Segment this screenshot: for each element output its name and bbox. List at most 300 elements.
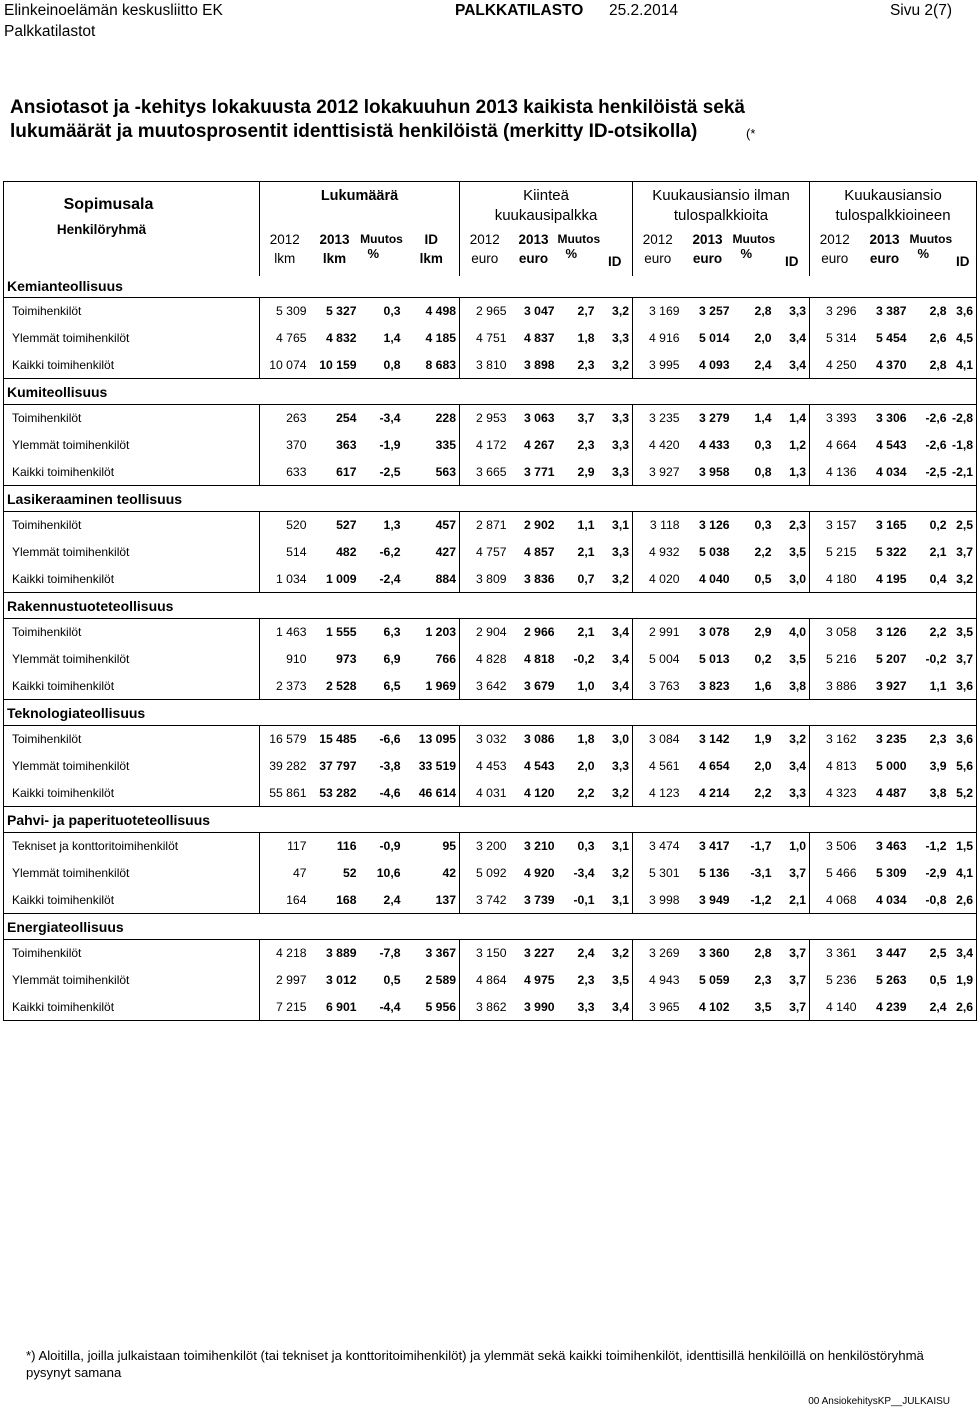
table-cell: 10 159: [310, 352, 360, 379]
table-cell: 3 306: [876, 411, 907, 426]
table-cell: 3 417: [699, 839, 730, 854]
table-cell: 3 927: [860, 673, 910, 700]
table-cell: -2,1: [950, 459, 977, 486]
table-cell: 3,4: [775, 325, 810, 352]
table-cell: 1,0: [775, 833, 810, 860]
table-row: [4, 860, 977, 887]
page-number: Sivu 2(7): [889, 2, 952, 19]
table-cell: 10 074: [260, 352, 310, 379]
table-cell: 2,6: [929, 331, 947, 345]
header-id: ID: [785, 253, 799, 269]
table-cell: 168: [310, 887, 360, 914]
table-cell: 5,6: [950, 753, 977, 780]
table-cell: 5 004: [633, 646, 683, 673]
table-cell: 4 920: [524, 866, 555, 880]
table-cell: 1 034: [260, 566, 310, 593]
header-percent: %: [917, 245, 930, 261]
table-cell: 2 589: [404, 967, 460, 994]
table-cell: -1,2: [733, 887, 775, 914]
header-col-4: [404, 228, 460, 276]
header-muutos: Muutos: [732, 231, 776, 246]
table-cell: -0,8: [910, 887, 950, 914]
table-cell: 4 765: [260, 325, 310, 352]
table-cell: 3,6: [950, 298, 977, 325]
row-label: Kaikki toimihenkilöt: [4, 459, 260, 486]
table-cell: 3 257: [699, 304, 730, 319]
report-date: 25.2.2014: [609, 2, 678, 19]
table-cell: 1,4: [775, 405, 810, 432]
table-cell: 2,3: [754, 973, 772, 987]
table-cell: 363: [336, 438, 357, 452]
table-cell: 4 034: [860, 459, 910, 486]
page-title: [10, 96, 870, 144]
table-cell: 3 200: [460, 833, 510, 860]
table-row: [4, 539, 977, 566]
table-cell: 0,2: [754, 652, 772, 666]
table-cell: 1,0: [558, 673, 598, 700]
table-cell: 2,3: [577, 973, 595, 987]
table-cell: 482: [336, 545, 357, 559]
table-cell: 3 990: [510, 994, 558, 1021]
table-cell: 5 207: [876, 652, 907, 666]
table-cell: 3 279: [699, 411, 730, 426]
table-cell: 3 823: [683, 673, 733, 700]
section-header: Kumiteollisuus: [4, 379, 977, 405]
table-cell: 2,0: [577, 759, 595, 773]
statistics-table: [3, 181, 977, 1021]
section-header: Pahvi- ja paperituoteteollisuus: [4, 807, 977, 833]
table-cell: 33 519: [404, 753, 460, 780]
table-cell: 5 327: [326, 304, 357, 319]
table-cell: 4 837: [524, 331, 555, 345]
table-cell: 3,7: [775, 940, 810, 967]
table-cell: 116: [336, 839, 357, 854]
header-col-3: [360, 228, 404, 276]
header-group-3: [633, 182, 810, 228]
table-cell: 3,0: [775, 566, 810, 593]
section-header: Teknologiateollisuus: [4, 700, 977, 726]
table-cell: 4,1: [950, 352, 977, 379]
table-cell: 3,7: [775, 860, 810, 887]
table-cell: 4 267: [524, 438, 555, 452]
header-year-2012: 2012: [819, 231, 850, 247]
footnote: *) Aloitilla, joilla julkaistaan toimihenkilöt (tai tekniset ja konttoritoimihenkilöt) ja ylemmät sekä kaikki toimihenkilöt, identtisillä henkilöillä on henkilöstöryhmä pysynyt samana: [26, 1348, 924, 1380]
table-cell: -2,5: [910, 459, 950, 486]
table-cell: 3,3: [775, 780, 810, 807]
table-cell: 4 136: [810, 459, 860, 486]
table-cell: 3,7: [775, 994, 810, 1021]
table-cell: 2,0: [754, 331, 772, 345]
table-row: [4, 352, 977, 379]
table-cell: -3,4: [573, 866, 595, 880]
table-cell: 5 059: [699, 973, 730, 987]
table-cell: 2,2: [733, 780, 775, 807]
header-col-16: [950, 228, 977, 276]
table-cell: 3 012: [326, 973, 357, 987]
header-unit: lkm: [322, 250, 347, 266]
table-cell: 3 387: [876, 304, 907, 319]
table-cell: 4 185: [404, 325, 460, 352]
table-cell: 2,3: [577, 438, 595, 452]
table-cell: 4,1: [950, 860, 977, 887]
table-row: [4, 833, 977, 860]
table-cell: 2 871: [460, 512, 510, 539]
table-cell: 4 031: [460, 780, 510, 807]
footer-code: 00 AnsiokehitysKP__JULKAISU: [808, 1396, 950, 1407]
header-muutos: Muutos: [909, 231, 953, 246]
table-cell: 5 215: [810, 539, 860, 566]
table-cell: 2,8: [910, 352, 950, 379]
table-cell: 3,4: [950, 940, 977, 967]
table-cell: 3 150: [460, 940, 510, 967]
table-cell: 0,3: [754, 438, 772, 452]
table-cell: 3 463: [876, 839, 907, 854]
table-cell: 4 857: [524, 545, 555, 559]
table-cell: 3,7: [950, 646, 977, 673]
table-cell: 1 203: [404, 619, 460, 646]
table-cell: 3,5: [598, 967, 633, 994]
table-cell: 2 902: [524, 518, 555, 533]
table-row: [4, 726, 977, 753]
table-cell: 3,2: [598, 860, 633, 887]
table-cell: 0,3: [754, 518, 772, 533]
table-cell: 4 975: [524, 973, 555, 987]
table-cell: 3,2: [598, 352, 633, 379]
table-cell: 4 818: [524, 652, 555, 666]
table-cell: 6,5: [360, 673, 404, 700]
table-cell: 2,1: [577, 545, 595, 559]
table-cell: 5 309: [260, 298, 310, 325]
header-unit: euro: [644, 250, 672, 266]
header-muutos: Muutos: [360, 231, 403, 246]
table-cell: 2,8: [929, 304, 947, 319]
table-row: [4, 887, 977, 914]
table-cell: 2,5: [929, 946, 947, 961]
row-label: Toimihenkilöt: [4, 298, 260, 325]
table-cell: 2,5: [950, 512, 977, 539]
table-cell: 13 095: [404, 726, 460, 753]
table-cell: 3 995: [633, 352, 683, 379]
row-label: Kaikki toimihenkilöt: [4, 887, 260, 914]
row-label: Kaikki toimihenkilöt: [4, 566, 260, 593]
table-cell: 3 235: [633, 405, 683, 432]
table-cell: 2 528: [310, 673, 360, 700]
table-cell: 4 034: [860, 887, 910, 914]
table-cell: 427: [404, 539, 460, 566]
table-row: [4, 753, 977, 780]
table-cell: 5 216: [810, 646, 860, 673]
table-cell: 2,1: [775, 887, 810, 914]
table-cell: 3,4: [775, 352, 810, 379]
table-cell: -1,8: [950, 432, 977, 459]
table-cell: 3,3: [598, 325, 633, 352]
table-cell: 95: [404, 833, 460, 860]
table-cell: 4 172: [460, 432, 510, 459]
table-cell: 527: [336, 518, 357, 533]
header-id: ID: [956, 253, 970, 269]
table-cell: -2,9: [925, 866, 947, 880]
table-cell: 3 086: [524, 732, 555, 747]
table-cell: 2,7: [577, 304, 595, 319]
header-col-5: [460, 228, 510, 276]
table-cell: 3 642: [460, 673, 510, 700]
table-cell: 4 180: [810, 566, 860, 593]
table-cell: 55 861: [260, 780, 310, 807]
table-cell: 3,4: [598, 619, 633, 646]
table-cell: 2,8: [754, 304, 772, 319]
table-cell: 1,2: [775, 432, 810, 459]
row-label: Kaikki toimihenkilöt: [4, 673, 260, 700]
table-cell: 4 828: [460, 646, 510, 673]
header-year-2013: 2013: [518, 231, 549, 247]
title-line-1: Ansiotasot ja -kehitys lokakuusta 2012 lokakuuhun 2013 kaikista henkilöistä sekä: [10, 97, 745, 118]
table-cell: 0,3: [383, 304, 401, 319]
header-unit: lkm: [419, 250, 443, 266]
table-cell: 0,5: [733, 566, 775, 593]
table-cell: 2,4: [577, 946, 595, 961]
table-cell: 5 038: [699, 545, 730, 559]
header-col-10: [683, 228, 733, 276]
table-row: [4, 512, 977, 539]
header-muutos: Muutos: [557, 231, 601, 246]
table-cell: 3,3: [598, 432, 633, 459]
table-cell: 3 078: [699, 625, 730, 640]
table-cell: -2,8: [950, 405, 977, 432]
table-row: [4, 940, 977, 967]
table-cell: 4 123: [633, 780, 683, 807]
table-cell: 137: [404, 887, 460, 914]
table-cell: 2,4: [360, 887, 404, 914]
table-cell: 7 215: [260, 994, 310, 1021]
table-cell: 3 927: [633, 459, 683, 486]
org-name: Elinkeinoelämän keskusliitto EK: [4, 2, 223, 19]
table-cell: 3 047: [524, 304, 555, 319]
table-cell: 2,6: [950, 994, 977, 1021]
table-cell: 3 393: [810, 405, 860, 432]
row-label: Ylemmät toimihenkilöt: [4, 860, 260, 887]
row-label: Ylemmät toimihenkilöt: [4, 753, 260, 780]
header-group-title: Kiinteä: [523, 187, 569, 204]
table-cell: 6,3: [383, 625, 401, 640]
table-cell: 3 447: [876, 946, 907, 961]
table-cell: 3 118: [633, 512, 683, 539]
table-cell: 3,3: [598, 753, 633, 780]
table-cell: 3,8: [910, 780, 950, 807]
table-cell: 2,3: [558, 352, 598, 379]
table-cell: 4 239: [860, 994, 910, 1021]
table-cell: 3 269: [633, 940, 683, 967]
table-cell: 3,9: [929, 759, 947, 773]
header-year-2013: 2013: [869, 231, 900, 247]
header-percent: %: [565, 245, 578, 261]
table-cell: 3,4: [598, 994, 633, 1021]
table-cell: 3,8: [775, 673, 810, 700]
header-col-2: [310, 228, 360, 276]
header-year-2012: 2012: [269, 231, 300, 247]
table-cell: 2 965: [460, 298, 510, 325]
table-cell: 3,3: [558, 994, 598, 1021]
table-cell: 5 013: [699, 652, 730, 666]
table-cell: 617: [310, 459, 360, 486]
table-cell: 3,1: [598, 833, 633, 860]
table-cell: 3,7: [950, 539, 977, 566]
table-cell: 3 506: [810, 833, 860, 860]
table-cell: 3 063: [524, 411, 555, 426]
table-cell: 4 487: [860, 780, 910, 807]
header-group-subtitle: kuukausipalkka: [494, 207, 598, 224]
table-cell: 4 420: [633, 432, 683, 459]
table-cell: 0,5: [929, 973, 947, 987]
header-col-12: [775, 228, 810, 276]
table-cell: -1,9: [379, 438, 401, 452]
table-cell: 3,2: [598, 566, 633, 593]
table-cell: 228: [404, 405, 460, 432]
table-cell: -1,2: [925, 839, 947, 854]
table-row: [4, 432, 977, 459]
table-cell: 0,4: [910, 566, 950, 593]
table-cell: 4 370: [860, 352, 910, 379]
table-cell: 3,3: [598, 459, 633, 486]
table-cell: 3,4: [775, 753, 810, 780]
table-cell: 5 466: [810, 860, 860, 887]
header-col-14: [860, 228, 910, 276]
row-label: Kaikki toimihenkilöt: [4, 780, 260, 807]
table-cell: 3 958: [683, 459, 733, 486]
header-group-1: [260, 182, 460, 228]
table-cell: 1 463: [260, 619, 310, 646]
table-cell: 3 965: [633, 994, 683, 1021]
table-cell: 4 140: [810, 994, 860, 1021]
table-cell: 2,4: [733, 352, 775, 379]
table-row: [4, 298, 977, 325]
table-cell: -1,7: [750, 839, 772, 854]
header-unit: euro: [471, 250, 499, 266]
table-cell: 335: [404, 432, 460, 459]
header-col-13: [810, 228, 860, 276]
header-col-8: [598, 228, 633, 276]
table-cell: 2,1: [577, 625, 595, 640]
table-cell: 1,4: [754, 411, 772, 426]
table-cell: 3 898: [510, 352, 558, 379]
table-cell: -2,4: [360, 566, 404, 593]
header-group-title: Lukumäärä: [320, 188, 399, 204]
table-cell: 4 218: [260, 940, 310, 967]
table-cell: -3,1: [750, 866, 772, 880]
header-percent: %: [740, 245, 753, 261]
table-cell: 16 579: [260, 726, 310, 753]
table-cell: 0,7: [558, 566, 598, 593]
table-cell: 4 943: [633, 967, 683, 994]
table-cell: 3,6: [950, 726, 977, 753]
row-label: Toimihenkilöt: [4, 405, 260, 432]
row-label: Toimihenkilöt: [4, 512, 260, 539]
table-cell: 4,0: [775, 619, 810, 646]
table-cell: 520: [260, 512, 310, 539]
table-cell: 3 679: [510, 673, 558, 700]
table-cell: 5,2: [950, 780, 977, 807]
table-cell: -0,1: [558, 887, 598, 914]
row-label: Toimihenkilöt: [4, 619, 260, 646]
table-cell: 3,5: [775, 539, 810, 566]
title-line-2: lukumäärät ja muutosprosentit identtisistä henkilöistä (merkitty ID-otsikolla): [10, 121, 698, 142]
table-cell: 2 953: [460, 405, 510, 432]
table-cell: 3,4: [598, 646, 633, 673]
table-cell: 2,1: [929, 545, 947, 559]
row-label: Tekniset ja konttoritoimihenkilöt: [4, 833, 260, 860]
table-cell: 3 210: [524, 839, 555, 854]
table-cell: 0,8: [360, 352, 404, 379]
header-year-2012: 2012: [469, 231, 500, 247]
table-cell: 3 771: [510, 459, 558, 486]
table-cell: 8 683: [404, 352, 460, 379]
table-cell: 3 889: [326, 946, 357, 961]
table-cell: 4 932: [633, 539, 683, 566]
section-header: Kemianteollisuus: [4, 276, 977, 298]
table-cell: 370: [260, 432, 310, 459]
header-org: [4, 0, 223, 42]
table-cell: 4 757: [460, 539, 510, 566]
table-cell: -4,6: [360, 780, 404, 807]
table-cell: 1,8: [577, 331, 595, 345]
table-cell: 4 916: [633, 325, 683, 352]
table-row: [4, 780, 977, 807]
table-cell: 3 836: [510, 566, 558, 593]
table-cell: 4 543: [876, 438, 907, 452]
table-cell: 3 949: [683, 887, 733, 914]
table-cell: 3 367: [404, 940, 460, 967]
table-cell: 3 058: [810, 619, 860, 646]
table-cell: 3 227: [524, 946, 555, 961]
table-row: [4, 619, 977, 646]
header-unit: euro: [518, 250, 549, 266]
table-cell: 5 956: [404, 994, 460, 1021]
table-cell: 910: [260, 646, 310, 673]
table-cell: 39 282: [260, 753, 310, 780]
table-cell: 4 832: [326, 331, 357, 345]
table-cell: 3 886: [810, 673, 860, 700]
table-cell: 4 323: [810, 780, 860, 807]
table-cell: 2 997: [260, 967, 310, 994]
table-cell: 3 126: [699, 518, 730, 533]
table-cell: 2 966: [524, 625, 555, 640]
table-cell: 3,2: [598, 780, 633, 807]
table-cell: 4 068: [810, 887, 860, 914]
table-cell: 5 263: [876, 973, 907, 987]
table-cell: 4 214: [683, 780, 733, 807]
table-cell: 3,2: [598, 940, 633, 967]
row-label: Toimihenkilöt: [4, 726, 260, 753]
table-cell: 2 904: [460, 619, 510, 646]
table-cell: 4 093: [683, 352, 733, 379]
row-label: Ylemmät toimihenkilöt: [4, 432, 260, 459]
table-cell: 3 165: [876, 518, 907, 533]
table-cell: 3 361: [810, 940, 860, 967]
header-sopimusala: Sopimusala: [63, 195, 154, 213]
table-cell: 3,2: [950, 566, 977, 593]
table-cell: 4 751: [460, 325, 510, 352]
header-year-2013: 2013: [319, 231, 350, 247]
table-cell: 5 301: [633, 860, 683, 887]
table-cell: 3,0: [598, 726, 633, 753]
table-cell: 46 614: [404, 780, 460, 807]
table-cell: 633: [260, 459, 310, 486]
row-label: Kaikki toimihenkilöt: [4, 352, 260, 379]
table-cell: 4 543: [524, 759, 555, 773]
table-cell: 3,2: [775, 726, 810, 753]
table-cell: 563: [404, 459, 460, 486]
table-cell: 3 809: [460, 566, 510, 593]
table-row: [4, 405, 977, 432]
